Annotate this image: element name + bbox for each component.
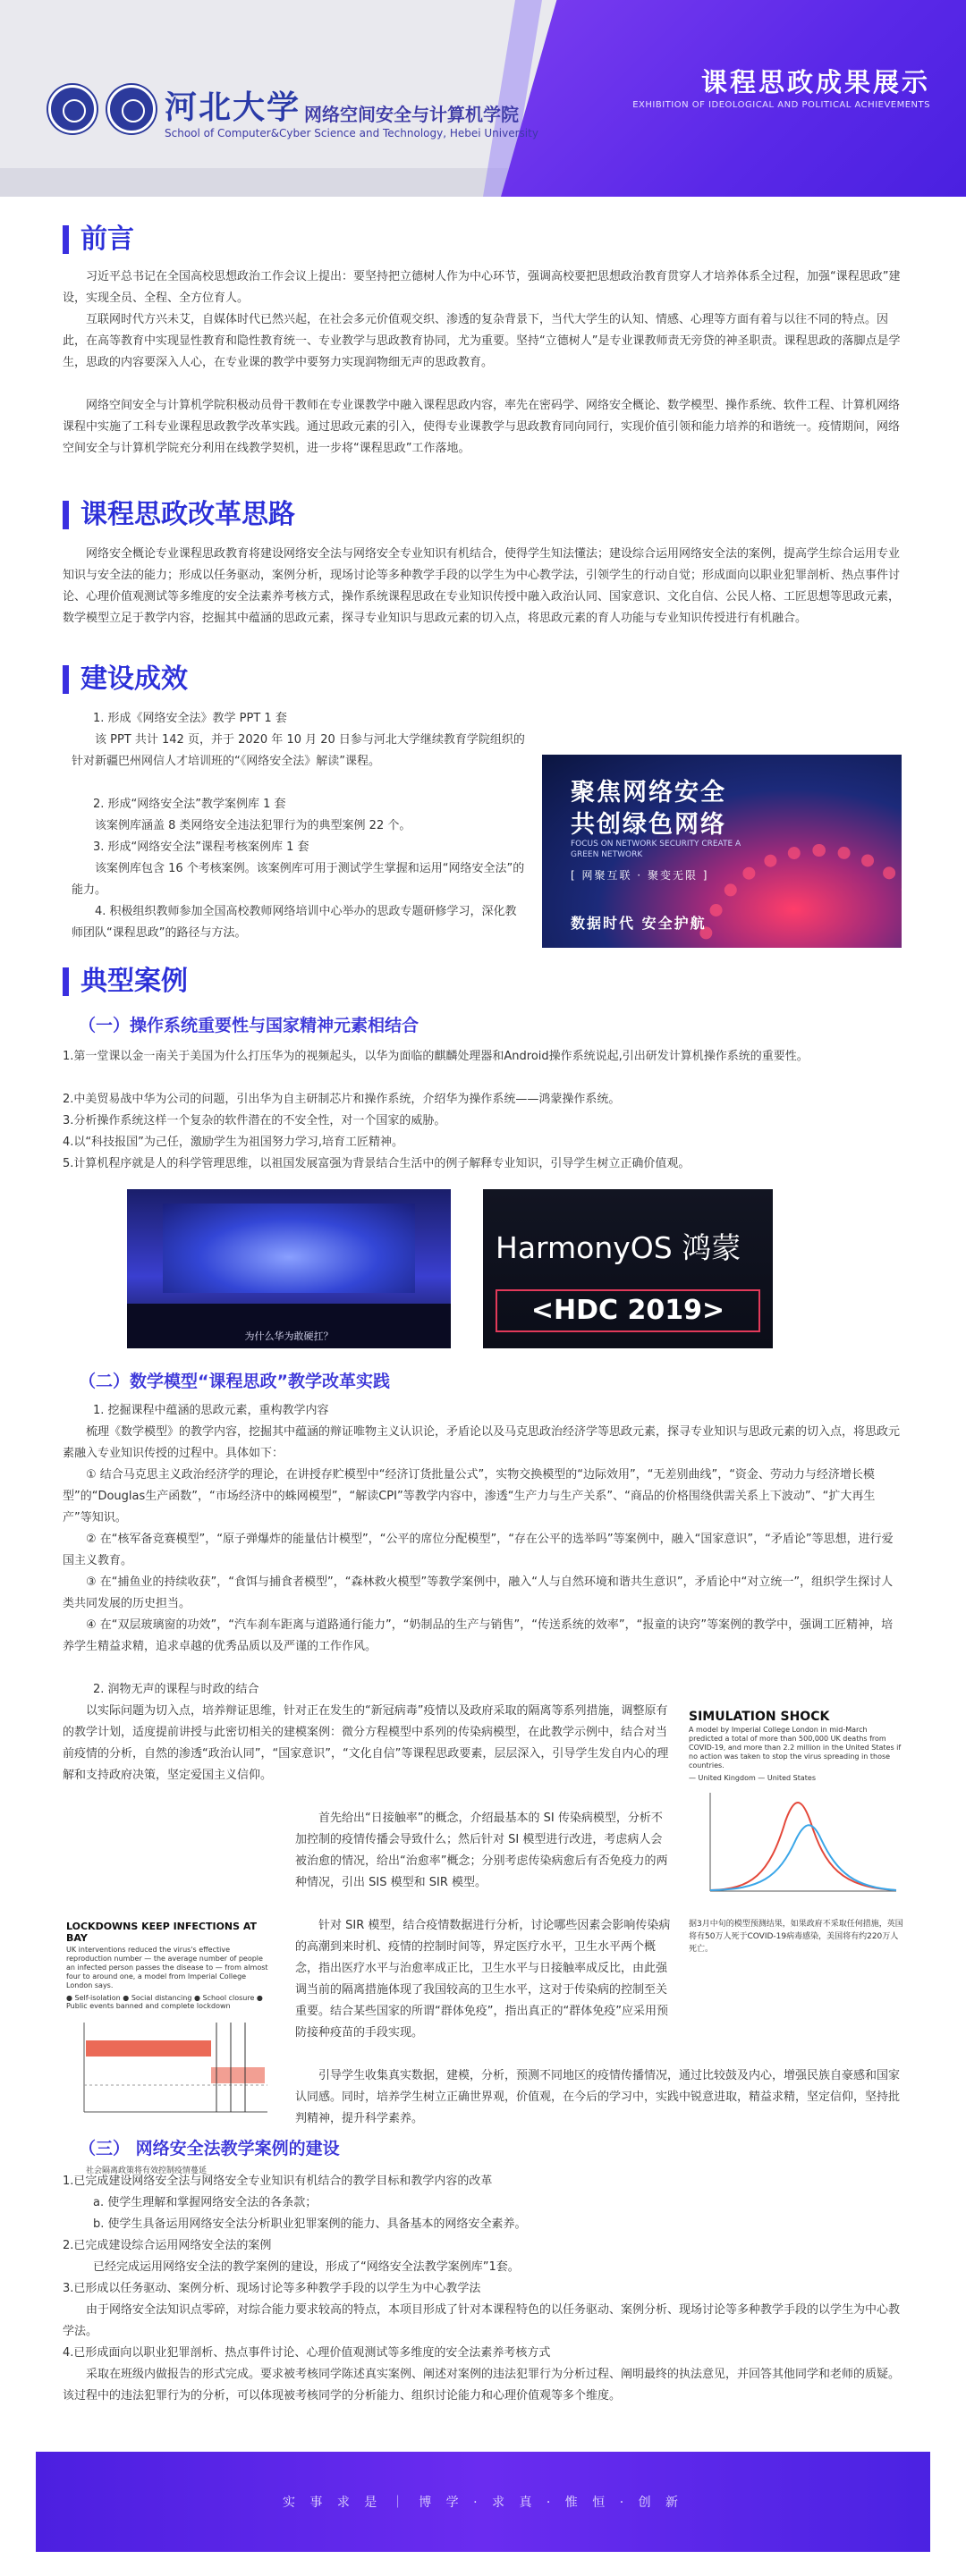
case2-para-4: ② 在“核军备竞赛模型”，“原子弹爆炸的能量估计模型”，“公平的席位分配模型”，“存在公平的选举吗”等案例中，融入“国家意识”，“矛盾论”等思想，进行爱国主义教育。 bbox=[63, 1533, 894, 1567]
case3-title: （三） 网络安全法教学案例的建设 bbox=[79, 2139, 340, 2158]
section-title-cases: 典型案例 bbox=[63, 966, 188, 998]
case3-item-1a: a. 使学生理解和掌握网络安全法的各条款； bbox=[93, 2196, 318, 2209]
lockdown-chart-figure bbox=[66, 1921, 274, 2153]
results-item-1-desc: 该 PPT 共计 142 页，并于 2020 年 10 月 20 日参与河北大学继续教育学院组织的针对新疆巴州网信人才培训班的“《网络安全法》解读”课程。 bbox=[72, 733, 525, 768]
section-title-reform: 课程思政改革思路 bbox=[63, 499, 295, 531]
footer-banner bbox=[36, 2452, 930, 2552]
header-banner bbox=[0, 0, 966, 197]
university-name: 河北大学 bbox=[165, 89, 301, 126]
simulation-chart-caption: 据3月中旬的模型预测结果，如果政府不采取任何措施，英国将有50万人死于COVID-19病毒感染，美国将有约220万人死亡。 bbox=[689, 1920, 903, 1954]
reform-paragraph: 网络安全概论专业课程思政教育将建设网络安全法与网络安全专业知识有机结合，使得学生知法懂法；建设综合运用网络安全法的案例，提高学生综合运用专业知识与安全法的能力；形成以任务驱动，案例分析，现场讨论等多种教学手段的以学生为中心教学法，引领学生的行动自觉；形成面向以职业犯罪剖析、热点事件讨论、心理价值观测试等多维度的安全法素养考核方式，操作系统课程思政在专业知识传授中融入政治认同、国家意识、文化自信、公民人格、工匠思想等思政元素，数学模型立足于教学内容，挖掘其中蕴涵的思政元素，探寻专业知识与思政元素的切入点，将思政元素的育人功能与专业知识传授进行有机融合。 bbox=[63, 547, 901, 625]
simulation-chart-desc: A model by Imperial College London in mid-March predicted a total of more than 500,000 UK deaths from COVID-19, and more than 2.2 million in the United States if no action was taken to stop the virus spreading in those countries. bbox=[689, 1726, 902, 1769]
case2-para-10: 针对 SIR 模型，结合疫情数据进行分析，讨论哪些因素会影响传染病的高潮到来时机、疫情的控制时间等，界定医疗水平，卫生水平两个概念，指出医疗水平与治愈率成正比，卫生水平与日接触率成反比，由此强调当前的隔离措施体现了我国较高的卫生水平，这对于传染病的控制至关重要。结合某些国家的所谓“群体免疫”，指出真正的“群体免疫”应采用预防接种疫苗的手段实现。 bbox=[295, 1919, 671, 2040]
simulation-chart-plot bbox=[689, 1786, 903, 1911]
university-seal-icon bbox=[48, 85, 97, 133]
case2-para-9: 首先给出“日接触率”的概念，介绍最基本的 SI 传染病模型，分析不加控制的疫情传播会导致什么；然后针对 SI 模型进行改进，考虑病人会被治愈的情况，给出“治愈率”概念；分别考虑传染病愈后有否免疫力的两种情况，引出 SIS 模型和 SIR 模型。 bbox=[295, 1812, 668, 1889]
lockdown-chart-caption: 社会隔离政策将有效控制疫情蔓延 bbox=[86, 2166, 208, 2175]
department-name: 网络空间安全与计算机学院 bbox=[304, 104, 519, 125]
section-title-results: 建设成效 bbox=[63, 663, 188, 696]
case3-item-1b: b. 使学生具备运用网络安全法分析职业犯罪案例的能力、具备基本的网络安全素养。 bbox=[93, 2217, 527, 2231]
case2-para-6: ④ 在“双层玻璃窗的功效”，“汽车刹车距离与道路通行能力”，“奶制品的生产与销售”，“传送系统的效率”，“报童的诀窍”等案例的教学中，强调工匠精神，培养学生精益求精，追求卓越的优秀品质以及严谨的工作作风。 bbox=[63, 1618, 894, 1653]
conference-photo-caption: 为什么华为敢硬扛？ bbox=[244, 1330, 334, 1342]
case1-item-5: 5.计算机程序就是人的科学管理思维，以祖国发展富强为背景结合生活中的例子解释专业知识，引导学生树立正确价值观。 bbox=[63, 1157, 691, 1170]
results-item-2-desc: 该案例库涵盖 8 类网络安全违法犯罪行为的典型案例 22 个。 bbox=[95, 819, 411, 832]
department-name-en: School of Computer&Cyber Science and Technology, Hebei University bbox=[165, 127, 538, 139]
school-logo-icon bbox=[107, 85, 156, 133]
case1-item-4: 4.以“科技报国”为己任，激励学生为祖国努力学习,培育工匠精神。 bbox=[63, 1136, 404, 1149]
case2-para-2: 梳理《数学模型》的教学内容，挖掘其中蕴涵的辩证唯物主义认识论，矛盾论以及马克思政治经济学等思政元素，探寻专业知识与思政元素的切入点，将思政元素融入专业知识传授的过程中。具体如下： bbox=[63, 1425, 901, 1460]
case2-para-7: 2. 润物无声的课程与时政的结合 bbox=[93, 1683, 259, 1696]
lockdown-chart-legend: ● Self-isolation ● Social distancing ● School closure ● Public events banned and complete lockdown bbox=[66, 1994, 263, 2010]
preface-paragraph-2: 互联网时代方兴未艾，自媒体时代已然兴起，在社会多元价值观交织、渗透的复杂背景下，当代大学生的认知、情感、心理等方面有着与以往不同的特点。因此，在高等教育中实现显性教育和隐性教育统一、专业教学与思政教育协同，尤为重要。坚持“立德树人”是专业课教师责无旁贷的神圣职责。课程思政的落脚点是学生，思政的内容要深入人心，在专业课的教学中要努力实现润物细无声的思政教育。 bbox=[63, 313, 901, 369]
simulation-chart-legend: — United Kingdom — United States bbox=[689, 1774, 817, 1782]
footer-motto: 实 事 求 是 ｜ 博 学 · 求 真 · 惟 恒 · 创 新 bbox=[282, 2496, 684, 2510]
huawei-conference-photo bbox=[127, 1189, 451, 1348]
simulation-chart-figure bbox=[689, 1710, 903, 1996]
case3-item-2-desc: 已经完成运用网络安全法的教学案例的建设，形成了“网络安全法教学案例库”1套。 bbox=[93, 2260, 520, 2274]
case2-para-8: 以实际问题为切入点，培养辩证思维，针对正在发生的“新冠病毒”疫情以及政府采取的隔离等系列措施，调整原有的教学计划，适度提前讲授与此密切相关的建模案例：微分方程模型中系列的传染病模型，在此教学示例中，结合对当前疫情的分析，自然的渗透“政治认同”，“国家意识”，“文化自信”等课程思政要素，层层深入，引导学生发自内心的理解和支持政府决策，坚定爱国主义信仰。 bbox=[63, 1704, 669, 1782]
case3-item-3-desc: 由于网络安全法知识点零碎，对综合能力要求较高的特点，本项目形成了针对本课程特色的以任务驱动、案例分析、现场讨论等多种教学手段的以学生为中心教学法。 bbox=[63, 2303, 901, 2338]
lockdown-chart-title: LOCKDOWNS KEEP INFECTIONS AT BAY bbox=[66, 1921, 258, 1944]
lockdown-chart-plot bbox=[66, 2014, 274, 2130]
case1-item-2: 2.中美贸易战中华为公司的问题，引出华为自主研制芯片和操作系统，介绍华为操作系统——鸿蒙操作系统。 bbox=[63, 1093, 621, 1106]
section-title-preface: 前言 bbox=[63, 224, 134, 256]
results-item-4: 4. 积极组织教师参加全国高校教师网络培训中心举办的思政专题研修学习，深化教师团队“课程思政”的路径与方法。 bbox=[72, 905, 517, 940]
results-item-2: 2. 形成“网络安全法”教学案例库 1 套 bbox=[93, 798, 286, 811]
case2-para-11: 引导学生收集真实数据，建模，分析，预测不同地区的疫情传播情况，通过比较鼓及内心，增强民族自豪感和国家认同感。同时，培养学生树立正确世界观，价值观，在今后的学习中，实践中锐意进取，精益求精，坚定信仰，坚持批判精神，提升科学素养。 bbox=[295, 2069, 901, 2125]
case2-title: （二）数学模型“课程思政”教学改革实践 bbox=[79, 1372, 390, 1391]
case1-item-1: 1.第一堂课以金一南关于美国为什么打压华为的视频起头，以华为面临的麒麟处理器和Android操作系统说起,引出研发计算机操作系统的重要性。 bbox=[63, 1050, 809, 1063]
results-item-1: 1. 形成《网络安全法》教学 PPT 1 套 bbox=[93, 712, 287, 725]
case3-item-4: 4.已形成面向以职业犯罪剖析、热点事件讨论、心理价值观测试等多维度的安全法素养考核方式 bbox=[63, 2346, 551, 2360]
network-security-poster-image: 聚焦网络安全 共创绿色网络 FOCUS ON NETWORK SECURITY CREATE A GREEN NETWORK [ 网聚互联 · 聚变无限 ] 数据时代 安全护航 bbox=[542, 755, 902, 948]
page-subtitle: EXHIBITION OF IDEOLOGICAL AND POLITICAL ACHIEVEMENTS bbox=[632, 100, 930, 110]
case1-title: （一）操作系统重要性与国家精神元素相结合 bbox=[79, 1016, 419, 1035]
case2-para-5: ③ 在“捕鱼业的持续收获”，“食饵与捕食者模型”，“森林救火模型”等教学案例中，融入“人与自然环境和谐共生意识”，矛盾论中“对立统一”，组织学生探讨人类共同发展的历史担当。 bbox=[63, 1575, 894, 1610]
case3-item-4-desc: 采取在班级内做报告的形式完成。要求被考核同学陈述真实案例、阐述对案例的违法犯罪行为分析过程、阐明最终的执法意见，并回答其他同学和老师的质疑。该过程中的违法犯罪行为的分析，可以体现被考核同学的分析能力、组织讨论能力和心理价值观等多个维度。 bbox=[63, 2368, 901, 2403]
case3-item-3: 3.已形成以任务驱动、案例分析、现场讨论等多种教学手段的以学生为中心教学法 bbox=[63, 2282, 481, 2295]
page-title: 课程思政成果展示 bbox=[700, 67, 930, 97]
case3-item-1: 1.已完成建设网络安全法与网络安全专业知识有机结合的教学目标和教学内容的改革 bbox=[63, 2175, 493, 2188]
preface-paragraph-1: 习近平总书记在全国高校思想政治工作会议上提出：要坚持把立德树人作为中心环节，强调高校要把思想政治教育贯穿人才培养体系全过程，加强“课程思政”建设，实现全员、全程、全方位育人。 bbox=[63, 270, 901, 305]
preface-paragraph-3: 网络空间安全与计算机学院积极动员骨干教师在专业课教学中融入课程思政内容，率先在密码学、网络安全概论、数学模型、操作系统、软件工程、计算机网络课程中实施了工科专业课程思政教学改革实践。通过思政元素的引入，使得专业课教学与思政教育同向同行，实现价值引领和能力培养的和谐统一。疫情期间，网络空间安全与计算机学院充分利用在线教学契机，进一步将“课程思政”工作落地。 bbox=[63, 399, 901, 455]
case2-para-3: ① 结合马克思主义政治经济学的理论，在讲授存贮模型中“经济订货批量公式”，实物交换模型的“边际效用”，“无差别曲线”，“资金、劳动力与经济增长模型”的“Douglas生产函数”，“市场经济中的蛛网模型”，“解读CPI”等教学内容中，渗透“生产力与生产关系”、“商品的价格围绕供需关系上下波动”、“扩大再生产”等知识。 bbox=[63, 1468, 876, 1524]
results-item-3: 3. 形成“网络安全法”课程考核案例库 1 套 bbox=[93, 840, 309, 854]
simulation-chart-title: SIMULATION SHOCK bbox=[689, 1710, 830, 1724]
case2-para-1: 1. 挖掘课程中蕴涵的思政元素，重构教学内容 bbox=[93, 1404, 329, 1417]
case1-item-3: 3.分析操作系统这样一个复杂的软件潜在的不安全性，对一个国家的威胁。 bbox=[63, 1114, 446, 1128]
results-item-3-desc: 该案例库包含 16 个考核案例。该案例库可用于测试学生掌握和运用“网络安全法”的能力。 bbox=[72, 862, 525, 897]
harmonyos-photo: HarmonyOS 鸿蒙 <HDC 2019> bbox=[483, 1189, 773, 1348]
case3-item-2: 2.已完成建设综合运用网络安全法的案例 bbox=[63, 2239, 272, 2252]
lockdown-chart-desc: UK interventions reduced the virus's effective reproduction number — the average number of people an infected person passes the disease to — from almost four to around one, a model from Imperial College London says. bbox=[66, 1946, 268, 1989]
